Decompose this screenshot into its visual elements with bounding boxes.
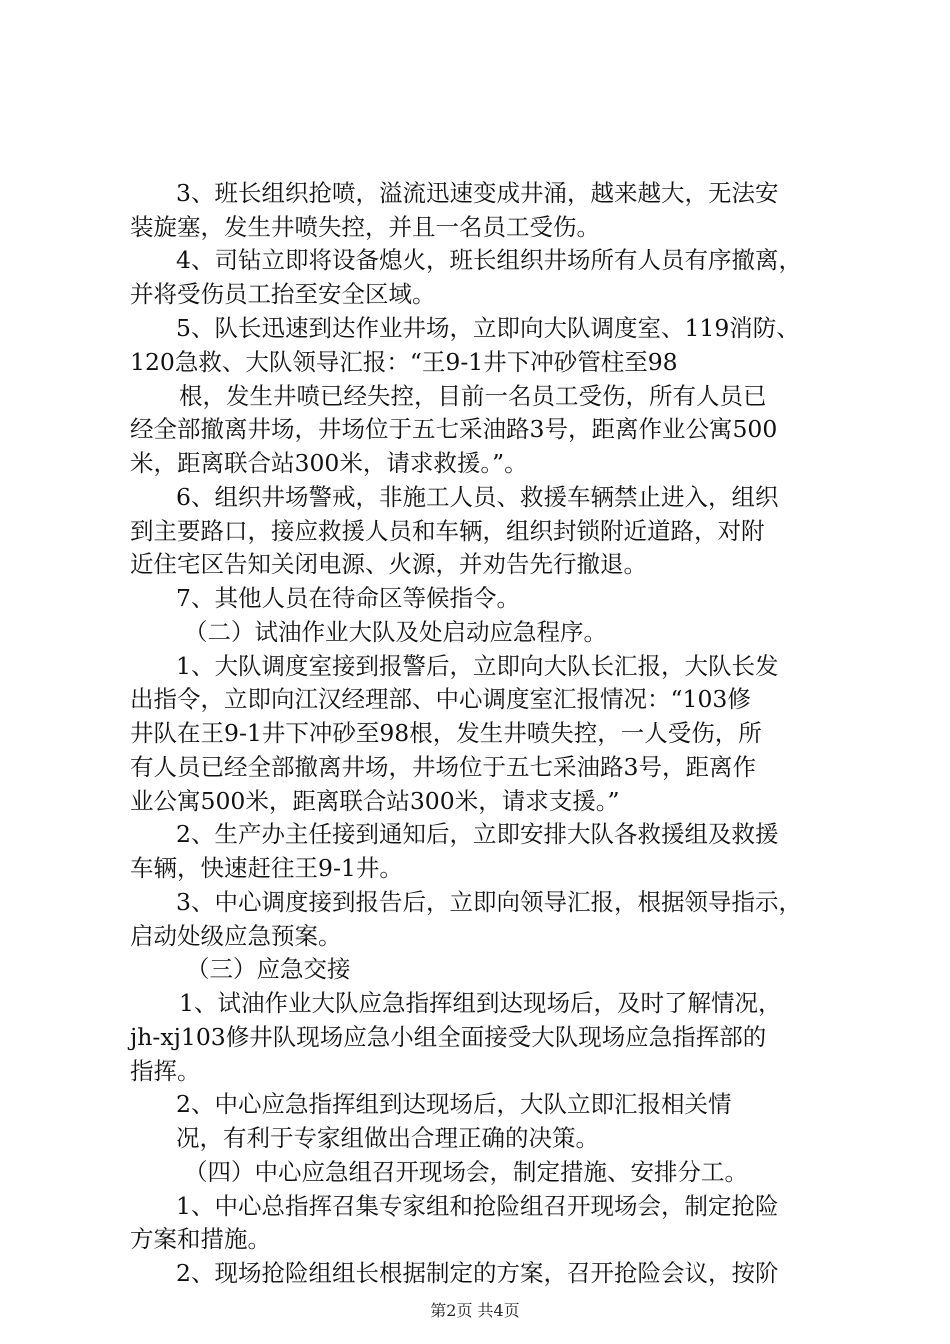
paragraph-line: 5、队长迅速到达作业井场，立即向大队调度室、119消防、: [176, 314, 800, 342]
paragraph-line: jh-xj103修井队现场应急小组全面接受大队现场应急指挥部的: [130, 1023, 767, 1051]
paragraph-line: 4、司钻立即将设备熄火，班长组织井场所有人员有序撤离，: [176, 246, 802, 274]
paragraph-line: 1、中心总指挥召集专家组和抢险组召开现场会，制定抢险: [176, 1192, 779, 1220]
paragraph-line: 业公寓500米，距离联合站300米，请求支援。”: [130, 787, 620, 815]
paragraph-line: 装旋塞，发生井喷失控，并且一名员工受伤。: [130, 213, 600, 241]
paragraph-line: 2、中心应急指挥组到达现场后，大队立即汇报相关情: [176, 1090, 732, 1118]
paragraph-line: 到主要路口，接应救援人员和车辆，组织封锁附近道路，对附: [130, 517, 765, 545]
paragraph-line: 7、其他人员在待命区等候指令。: [176, 584, 520, 612]
page-number-footer: 第2页 共4页: [430, 1301, 520, 1320]
paragraph-line: 出指令，立即向江汉经理部、中心调度室汇报情况：“103修: [130, 685, 751, 713]
paragraph-line: 1、大队调度室接到报警后，立即向大队长汇报，大队长发: [176, 652, 779, 680]
section-heading: （四）中心应急组召开现场会，制定措施、安排分工。: [184, 1158, 748, 1186]
paragraph-line: 近住宅区告知关闭电源、火源，并劝告先行撤退。: [130, 550, 647, 578]
paragraph-line: 2、生产办主任接到通知后，立即安排大队各救援组及救援: [176, 820, 779, 848]
paragraph-line: 6、组织井场警戒，非施工人员、救援车辆禁止进入，组织: [176, 483, 779, 511]
section-heading: （二）试油作业大队及处启动应急程序。: [184, 618, 607, 646]
paragraph-line: 有人员已经全部撤离井场，井场位于五七采油路3号，距离作: [130, 753, 756, 781]
paragraph-line: 井队在王9-1井下冲砂至98根，发生井喷失控，一人受伤，所: [130, 719, 762, 747]
paragraph-line: 指挥。: [130, 1057, 201, 1085]
paragraph-line: 并将受伤员工抬至安全区域。: [130, 280, 436, 308]
paragraph-line: 3、班长组织抢喷，溢流迅速变成井涌，越来越大，无法安: [176, 179, 779, 207]
paragraph-line: 120急救、大队领导汇报：“王9-1井下冲砂管柱至98: [130, 348, 678, 376]
paragraph-line: 2、现场抢险组组长根据制定的方案，召开抢险会议，按阶: [176, 1259, 779, 1287]
paragraph-line: 3、中心调度接到报告后，立即向领导汇报，根据领导指示，: [176, 888, 802, 916]
paragraph-line: 经全部撤离井场，井场位于五七采油路3号，距离作业公寓500: [130, 415, 778, 443]
paragraph-line: 1、试油作业大队应急指挥组到达现场后，及时了解情况，: [179, 989, 782, 1017]
paragraph-line: 方案和措施。: [130, 1225, 271, 1253]
paragraph-line: 根，发生井喷已经失控，目前一名员工受伤，所有人员已: [179, 382, 767, 410]
paragraph-line: 况，有利于专家组做出合理正确的决策。: [176, 1124, 599, 1152]
paragraph-line: 启动处级应急预案。: [130, 922, 342, 950]
paragraph-line: 车辆，快速赶往王9-1井。: [130, 854, 403, 882]
paragraph-line: 米，距离联合站300米，请求救援。”。: [130, 449, 528, 477]
section-heading: （三）应急交接: [186, 955, 351, 983]
